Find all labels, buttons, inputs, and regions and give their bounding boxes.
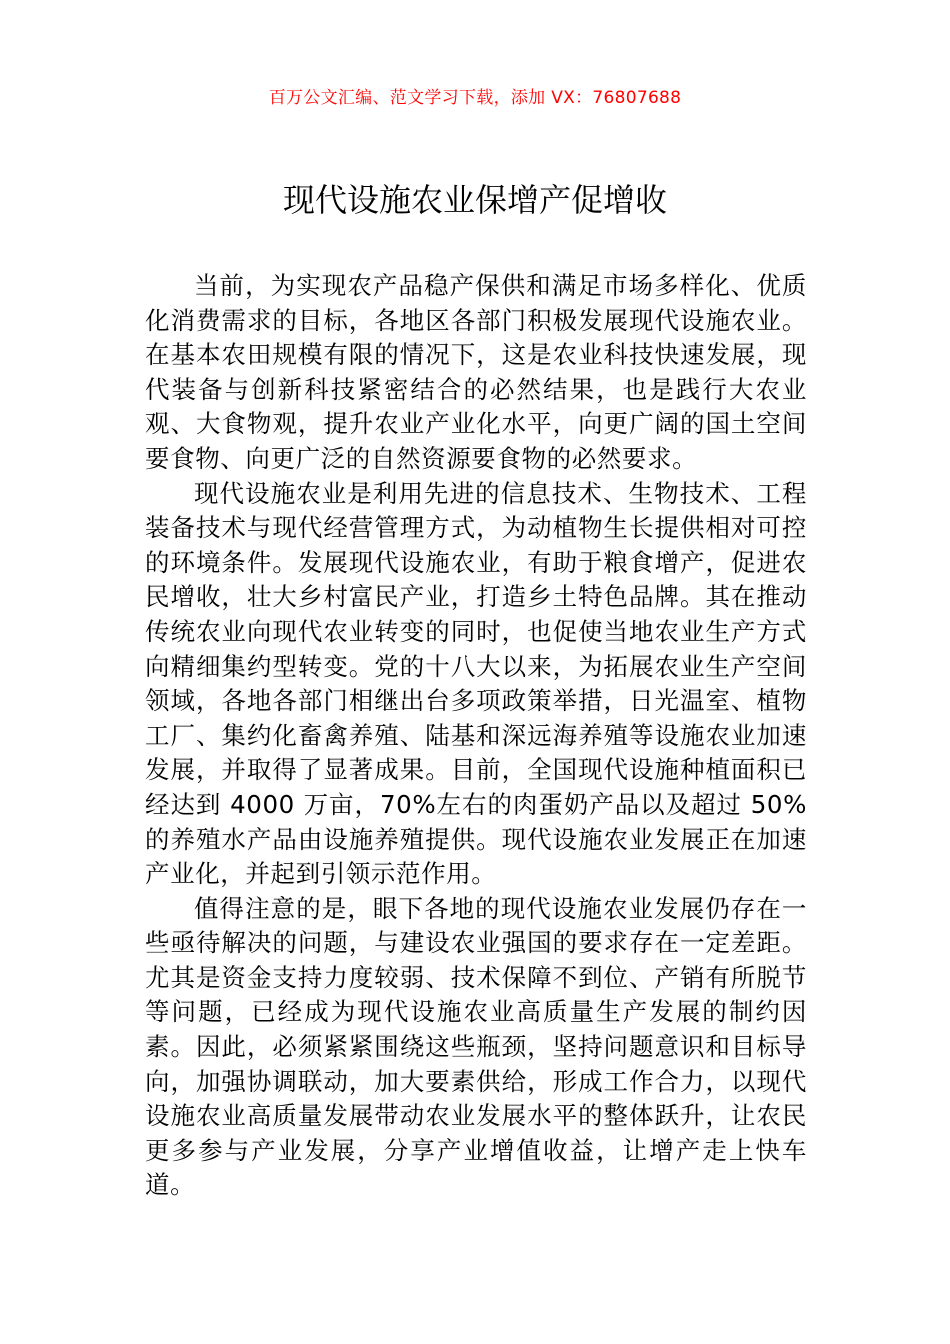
paragraph-2: 现代设施农业是利用先进的信息技术、生物技术、工程装备技术与现代经营管理方式，为动植物生长提供相对可控的环境条件。发展现代设施农业，有助于粮食增产，促进农民增收，壮大乡村富民产业，打造乡土特色品牌。其在推动传统农业向现代农业转变的同时，也促使当地农业生产方式向精细集约型转变。党的十八大以来，为拓展农业生产空间领域，各地各部门相继出台多项政策举措，日光温室、植物工厂、集约化畜禽养殖、陆基和深远海养殖等设施农业加速发展，并取得了显著成果。目前，全国现代设施种植面积已经达到 4000 万亩，70%左右的肉蛋奶产品以及超过 50%的养殖水产品由设施养殖提供。现代设施农业发展正在加速产业化，并起到引领示范作用。 bbox=[145, 478, 807, 889]
document-body bbox=[145, 269, 807, 1203]
paragraph-1: 当前，为实现农产品稳产保供和满足市场多样化、优质化消费需求的目标，各地区各部门积极发展现代设施农业。在基本农田规模有限的情况下，这是农业科技快速发展，现代装备与创新科技紧密结合的必然结果，也是践行大农业观、大食物观，提升农业产业化水平，向更广阔的国土空间要食物、向更广泛的自然资源要食物的必然要求。 bbox=[145, 271, 807, 473]
document-title: 现代设施农业保增产促增收 bbox=[282, 181, 667, 219]
promo-banner: 百万公文汇编、范文学习下载，添加 VX：76807688 bbox=[268, 88, 682, 108]
paragraph-3: 值得注意的是，眼下各地的现代设施农业发展仍存在一些亟待解决的问题，与建设农业强国的要求存在一定差距。尤其是资金支持力度较弱、技术保障不到位、产销有所脱节等问题，已经成为现代设施农业高质量生产发展的制约因素。因此，必须紧紧围绕这些瓶颈，坚持问题意识和目标导向，加强协调联动，加大要素供给，形成工作合力，以现代设施农业高质量发展带动农业发展水平的整体跃升，让农民更多参与产业发展，分享产业增值收益，让增产走上快车道。 bbox=[145, 893, 807, 1200]
